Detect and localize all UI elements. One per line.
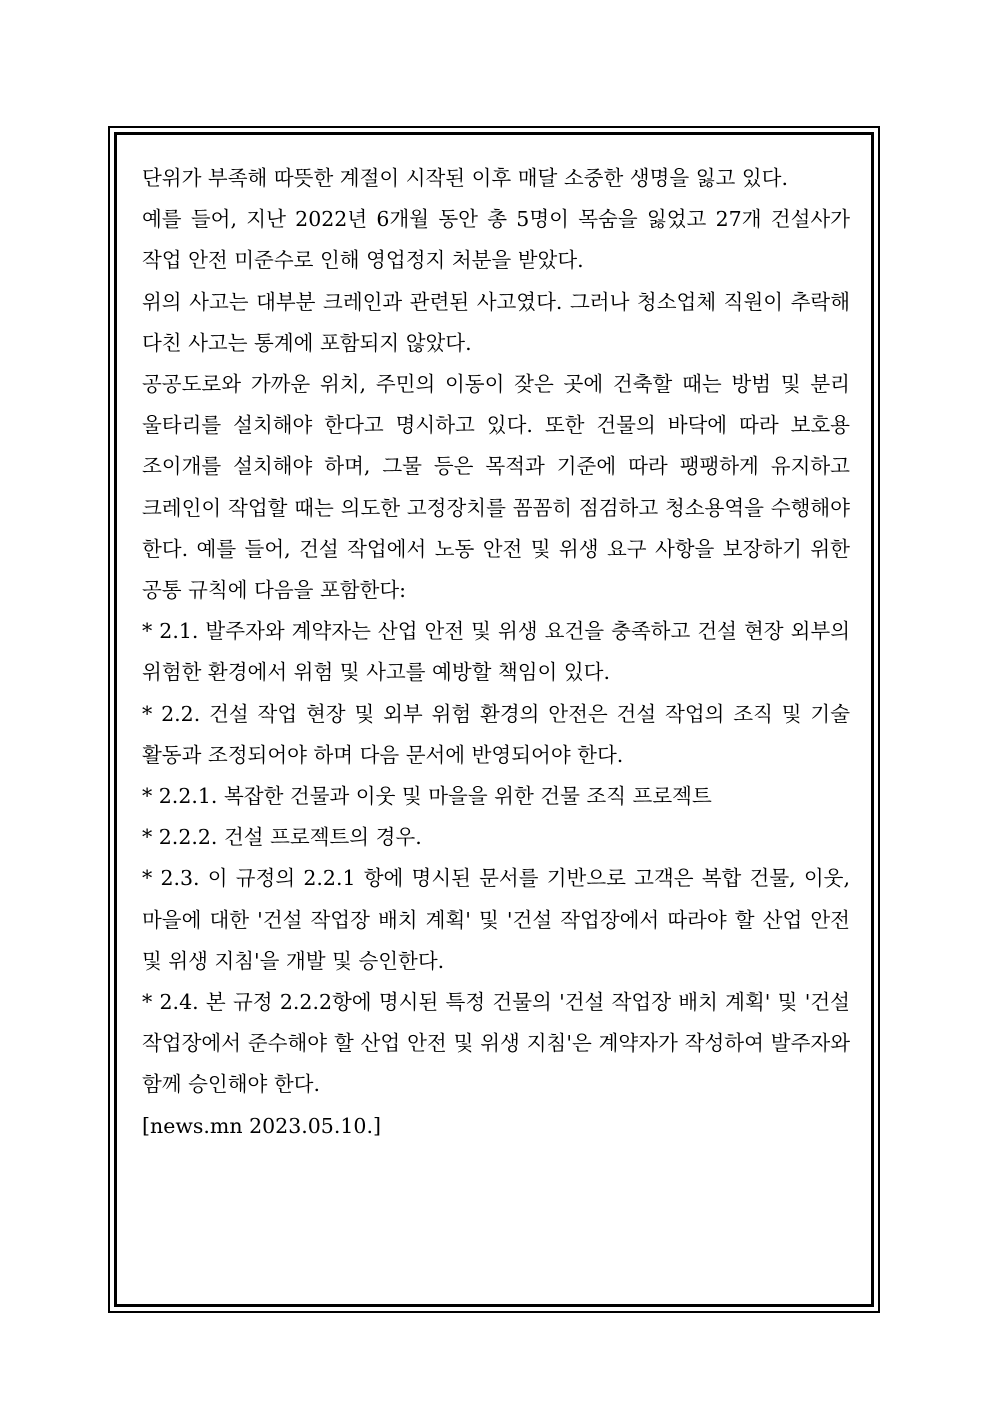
clause-2-4: * 2.4. 본 규정 2.2.2항에 명시된 특정 건물의 '건설 작업장 배치 계획' 및 '건설 작업장에서 준수해야 할 산업 안전 및 위생 지침'은 계약자가 작성하여 발주자와 함께 승인해야 한다.	[142, 990, 850, 1097]
paragraph-2: 예를 들어, 지난 2022년 6개월 동안 총 5명이 목숨을 잃었고 27개 건설사가 작업 안전 미준수로 인해 영업정지 처분을 받았다.	[142, 207, 850, 273]
paragraph-1: 단위가 부족해 따뜻한 계절이 시작된 이후 매달 소중한 생명을 잃고 있다.	[142, 166, 788, 190]
paragraph-3: 위의 사고는 대부분 크레인과 관련된 사고였다. 그러나 청소업체 직원이 추락해 다친 사고는 통계에 포함되지 않았다.	[142, 289, 850, 355]
clause-2-2-1: * 2.2.1. 복잡한 건물과 이웃 및 마을을 위한 건물 조직 프로젝트	[142, 784, 712, 809]
clause-2-2: * 2.2. 건설 작업 현장 및 외부 위험 환경의 안전은 건설 작업의 조직 및 기술 활동과 조정되어야 하며 다음 문서에 반영되어야 한다.	[142, 701, 850, 767]
clause-2-2-2: * 2.2.2. 건설 프로젝트의 경우.	[142, 825, 422, 850]
clause-2-3: * 2.3. 이 규정의 2.2.1 항에 명시된 문서를 기반으로 고객은 복합 건물, 이웃, 마을에 대한 '건설 작업장 배치 계획' 및 '건설 작업장에서 따라야 할 산업 안전 및 위생 지침'을 개발 및 승인한다.	[142, 866, 850, 973]
paragraph-4: 공공도로와 가까운 위치, 주민의 이동이 잦은 곳에 건축할 때는 방범 및 분리 울타리를 설치해야 한다고 명시하고 있다. 또한 건물의 바닥에 따라 보호용 조이개를 설치해야 하며, 그물 등은 목적과 기준에 따라 팽팽하게 유지하고 크레인이 작업할 때는 의도한 고정장치를 꼼꼼히 점검하고 청소용역을 수행해야 한다. 예를 들어, 건설 작업에서 노동 안전 및 위생 요구 사항을 보장하기 위한 공통 규칙에 다음을 포함한다:	[142, 372, 850, 603]
clause-2-1: * 2.1. 발주자와 계약자는 산업 안전 및 위생 요건을 충족하고 건설 현장 외부의 위험한 환경에서 위험 및 사고를 예방할 책임이 있다.	[142, 619, 850, 685]
article-body	[142, 158, 850, 1147]
source-citation: [news.mn 2023.05.10.]	[142, 1113, 381, 1138]
